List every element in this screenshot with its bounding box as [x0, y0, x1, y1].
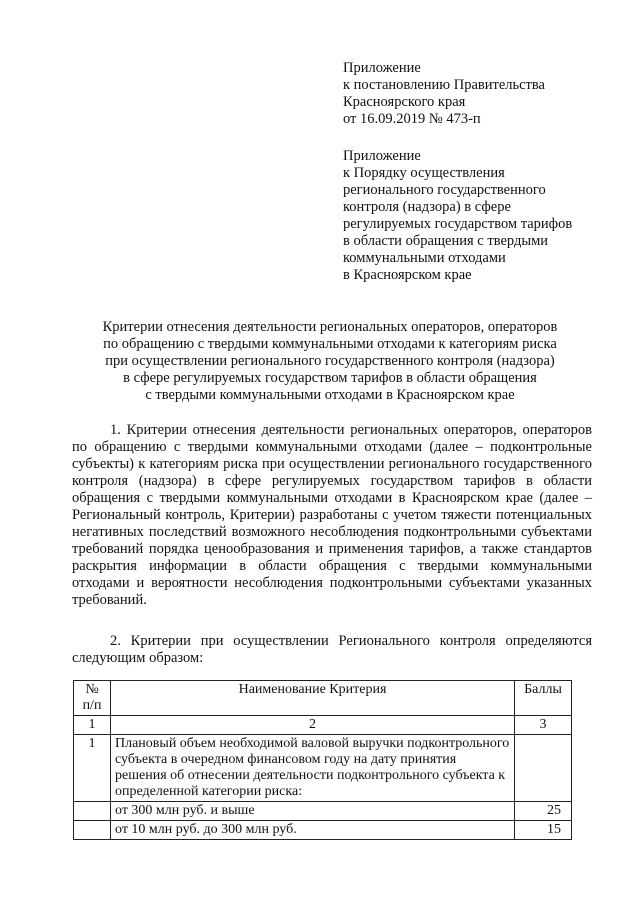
appendix-line: к постановлению Правительства: [343, 77, 545, 93]
appendix-line: контроля (надзора) в сфере: [343, 199, 511, 215]
appendix-line: в области обращения с твердыми: [343, 233, 549, 249]
row-criterion: Плановый объем необходимой валовой выручки подконтрольного субъекта в очередном финансовом году на дату принятия решения об отнесении деятельности подконтрольного субъекта к определенной категории риска:: [111, 735, 515, 802]
appendix-line: к Порядку осуществления: [343, 165, 505, 181]
index-number: 1: [74, 716, 111, 735]
appendix-line: от 16.09.2019 № 473-п: [343, 111, 481, 127]
paragraph-2: 2. Критерии при осуществлении Регионального контроля определяются следующим образом:: [72, 633, 592, 666]
appendix-line: Приложение: [343, 60, 421, 76]
index-score: 3: [515, 716, 572, 735]
row-number: [74, 802, 111, 821]
title-line: при осуществлении регионального государственного контроля (надзора): [105, 353, 555, 369]
appendix-line: Красноярского края: [343, 94, 466, 110]
row-criterion: от 300 млн руб. и выше: [111, 802, 515, 821]
header-criterion-name: Наименование Критерия: [111, 681, 515, 716]
index-name: 2: [111, 716, 515, 735]
paragraph-1: 1. Критерии отнесения деятельности региональных операторов, операторов по обращению с твердыми коммунальными отходами (далее – подконтрольные субъекты) к категориям риска при осуществлении регионального государственного контроля (надзора) в сфере регулируемых государством тарифов в области обращения с твердыми коммунальными отходами в Красноярском крае (далее – Региональный контроль, Критерии) разработаны с учетом тяжести потенциальных негативных последствий возможного несоблюдения подконтрольными субъектами требований порядка ценообразования и применения тарифов, а также стандартов раскрытия информации в области обращения с твердыми коммунальными отходами и вероятности несоблюдения подконтрольными субъектами указанных требований.: [72, 422, 592, 608]
table-row: [74, 735, 572, 802]
appendix-line: Приложение: [343, 148, 421, 164]
row-number: 1: [74, 735, 111, 802]
criteria-table: [73, 680, 572, 840]
row-score: [515, 735, 572, 802]
table-row: [74, 802, 572, 821]
appendix-line: регионального государственного: [343, 182, 546, 198]
row-criterion: от 10 млн руб. до 300 млн руб.: [111, 821, 515, 840]
row-score: 25: [515, 802, 572, 821]
title-line: по обращению с твердыми коммунальными отходами к категориям риска: [103, 336, 557, 352]
title-line: в сфере регулируемых государством тарифов в области обращения: [123, 370, 537, 386]
document-title: [60, 319, 600, 404]
title-line: Критерии отнесения деятельности региональных операторов, операторов: [102, 319, 558, 335]
appendix-to-procedure: [343, 148, 572, 284]
appendix-line: в Красноярском крае: [343, 267, 472, 283]
appendix-line: регулируемых государством тарифов: [343, 216, 573, 232]
header-score: Баллы: [515, 681, 572, 716]
table-header-row: [74, 681, 572, 716]
row-number: [74, 821, 111, 840]
title-line: с твердыми коммунальными отходами в Красноярском крае: [145, 387, 515, 403]
appendix-to-resolution: [343, 60, 545, 128]
table-row: [74, 821, 572, 840]
appendix-line: коммунальными отходами: [343, 250, 506, 266]
table-index-row: [74, 716, 572, 735]
row-score: 15: [515, 821, 572, 840]
header-number: № п/п: [74, 681, 111, 716]
